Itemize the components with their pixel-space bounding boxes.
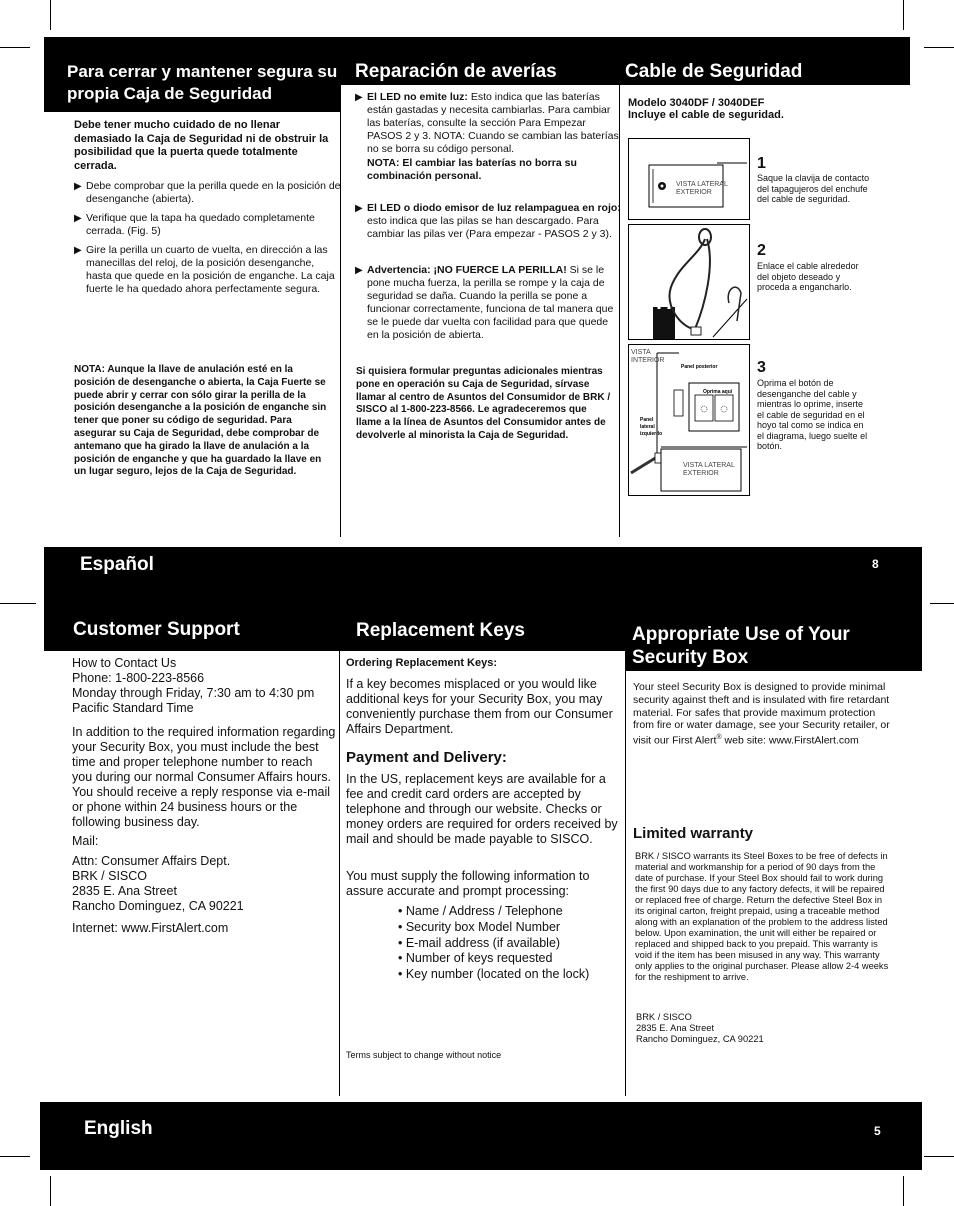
spanish-col1-heading: Para cerrar y mantener segura su propia Caja de Seguridad (67, 62, 338, 103)
address-block (72, 854, 334, 914)
supply-text: You must supply the following information to assure accurate and prompt processing: (346, 869, 590, 898)
spanish-bullet (74, 180, 342, 206)
list-item: • Name / Address / Telephone (398, 904, 563, 918)
crop-mark (924, 47, 954, 48)
order-text: If a key becomes misplaced or you would like additional keys for your Security Box, you may conveniently purchase them from our Consumer Affairs Department. (346, 677, 613, 736)
step-number: 2 (757, 242, 766, 259)
crop-mark (50, 0, 51, 30)
troubleshoot-lead: El LED no emite luz: (367, 91, 468, 103)
list-item: • Security box Model Number (398, 920, 561, 934)
use-text (633, 681, 891, 747)
spanish-bullet (74, 212, 342, 238)
troubleshoot-bullet (355, 202, 622, 241)
crop-mark (50, 1176, 51, 1206)
mail-label: Mail: (72, 834, 99, 848)
english-page-number: 5 (874, 1124, 881, 1138)
troubleshoot-bullet (355, 91, 622, 156)
step-text: Oprima el botón de desenganche del cable y mientras lo oprime, inserte el cable de seguridad en el hoyo tal como se indica en el diagrama, luego suelte el botón. (757, 378, 868, 451)
spanish-contact: Si quisiera formular preguntas adicionales mientras pone en operación su Caja de Seguridad, sírvase llamar al centro de Asuntos del Consumidor de BRK / SISCO al 1-800-223-8566. Le agradeceremos que llame a la línea de Asuntos del Consumidor antes de devolverle al minorista la Caja de Seguridad. (356, 366, 611, 441)
terms-note: Terms subject to change without notice (346, 1050, 502, 1060)
step-number: 3 (757, 359, 766, 376)
column-divider (339, 651, 340, 1096)
figure-label: Oprima aquí (703, 389, 733, 395)
support-info: In addition to the required information regarding your Security Box, you must include the best time and proper telephone number to reach you during our normal Consumer Affairs hours. You should receive a reply response via e-mail or phone within 24 business hours or the following business day. (72, 725, 336, 829)
english-col1-heading: Customer Support (73, 619, 240, 640)
payment-heading: Payment and Delivery: (346, 749, 507, 766)
arrow-right-icon: ▶ (355, 203, 363, 214)
warranty-heading: Limited warranty (633, 825, 754, 842)
crop-mark (903, 1176, 904, 1206)
troubleshoot-text: Si se le pone mucha fuerza, la perilla se rompe y la caja de seguridad se daña. Cuando la perilla se pone a funcionar correctamente, funciona de tal manera que se le puede dar vuelta con facilidad para que quede en la posición de abierta. (367, 264, 614, 341)
arrow-right-icon: ▶ (74, 181, 82, 192)
cable-loop-diagram (629, 225, 749, 339)
arrow-right-icon: ▶ (74, 213, 82, 224)
troubleshoot-lead: El LED o diodo emisor de luz relampaguea en rojo: (367, 202, 621, 214)
contact-block (72, 656, 334, 716)
figure-step-1 (628, 138, 750, 220)
step-number: 1 (757, 155, 766, 172)
english-footer-bar (40, 1102, 922, 1170)
crop-mark (0, 603, 36, 604)
address-line: BRK / SISCO (72, 869, 148, 883)
internet-link[interactable]: Internet: www.FirstAlert.com (72, 921, 229, 935)
required-info-list (398, 904, 618, 983)
troubleshoot-text: Esto indica que las baterías están gastadas y necesita cambiarlas. Para cambiar las baterías, consulte la sección Para Empezar PASOS 2 y 3. NOTA: Cuando se cambian las baterías no se borra su código personal. (367, 91, 619, 155)
figure-label: VISTA LATERAL EXTERIOR (683, 462, 735, 477)
list-item: • Number of keys requested (398, 951, 553, 965)
address-line: Rancho Dominguez, CA 90221 (636, 1034, 764, 1044)
crop-mark (903, 0, 904, 30)
step-text: Saque la clavija de contacto del tapagujeros del enchufe del cable de seguridad. (757, 173, 870, 204)
spanish-bullet-text: Verifique que la tapa ha quedado completamente cerrada. (Fig. 5) (86, 212, 315, 237)
address-line: Attn: Consumer Affairs Dept. (72, 854, 231, 868)
troubleshoot-lead: Advertencia: ¡NO FUERCE LA PERILLA! (367, 264, 567, 276)
contact-line: How to Contact Us (72, 656, 177, 670)
spanish-bullet-text: Debe comprobar que la perilla quede en la posición de desenganche (abierta). (86, 180, 341, 205)
arrow-right-icon: ▶ (74, 245, 82, 256)
troubleshoot-bullet (355, 264, 622, 342)
registered-mark: ® (716, 734, 722, 742)
troubleshoot-note: NOTA: El cambiar las baterías no borra su combinación personal. (367, 157, 577, 182)
figure-step-2 (628, 224, 750, 340)
figure-step-3 (628, 344, 750, 496)
spanish-note: NOTA: Aunque la llave de anulación esté en la posición de desenganche o abierta, la Caja Fuerte se puede abrir y cerrar con sólo girar la perilla de la posición desenganche a la posición de enganche sin tener que poner su código de seguridad. Para asegurar su Caja de Seguridad, debe comprobar de antemano que ha girado la llave de anulación a la posición de enganche y que ha guardado la llave en un lugar seguro, lejos de la Caja de Seguridad. (74, 364, 327, 478)
model-line: Modelo 3040DF / 3040DEF (628, 97, 765, 109)
use-text-body: Your steel Security Box is designed to provide minimal security against theft and is insulated with fire retardant material. For safes that provide maximum protection from fire or water damage, see your Security retailer, or visit our First Alert (633, 681, 890, 747)
spanish-footer-label: Español (80, 554, 154, 575)
spanish-col2-heading: Reparación de averías (355, 61, 557, 82)
figure-label: VISTA LATERAL EXTERIOR (676, 181, 728, 196)
model-line: Incluye el cable de seguridad. (628, 109, 784, 121)
warranty-address (636, 1012, 836, 1045)
crop-mark (924, 1156, 954, 1157)
list-item: • E-mail address (if available) (398, 936, 561, 950)
english-col3-heading: Appropriate Use of Your Security Box (632, 624, 850, 668)
contact-line: Phone: 1-800-223-8566 (72, 671, 205, 685)
arrow-right-icon: ▶ (355, 265, 363, 276)
contact-line: Monday through Friday, 7:30 am to 4:30 pm (72, 686, 315, 700)
use-text-web: web site: www.FirstAlert.com (721, 734, 859, 747)
figure-label: Panel posterior (681, 364, 718, 370)
arrow-right-icon: ▶ (355, 92, 363, 103)
english-footer-label: English (84, 1118, 153, 1139)
warranty-text: BRK / SISCO warrants its Steel Boxes to be free of defects in material and workmanship for a period of 90 days from the date of purchase. If your Steel Box should fail to work during the first 90 days due to any factory defects, it will be repaired or replaced free of charge. Return the defective Steel Box in its original carton, freight prepaid, using a traceable method along with an explanation of the problem to the address listed below. Upon examination, the unit will either be repaired or replaced and shipped back to you prepaid. This warranty is void if the item has been misused in any way. This warranty only applies to the original purchaser. Please allow 2-4 weeks for the reshipment to arrive. (635, 851, 889, 982)
spanish-footer-bar (44, 547, 922, 603)
address-line: 2835 E. Ana Street (72, 884, 177, 898)
crop-mark (0, 1156, 30, 1157)
contact-line: Pacific Standard Time (72, 701, 194, 715)
spanish-bullet-text: Gire la perilla un cuarto de vuelta, en dirección a las manecillas del reloj, de la posición desenganche, hasta que quede en la posición de enganche. La caja fuerte le ha quedado ahora perfectamente segura. (86, 244, 335, 295)
address-line: 2835 E. Ana Street (636, 1023, 715, 1033)
step-text: Enlace el cable alrededor del objeto deseado y proceda a engancharlo. (757, 261, 859, 292)
side-view-diagram (629, 139, 749, 219)
address-line: BRK / SISCO (636, 1012, 692, 1022)
english-col2-heading: Replacement Keys (356, 620, 525, 641)
order-heading: Ordering Replacement Keys: (346, 657, 497, 669)
address-line: Rancho Dominguez, CA 90221 (72, 899, 244, 913)
spanish-col3-heading: Cable de Seguridad (625, 61, 803, 82)
spanish-intro: Debe tener mucho cuidado de no llenar demasiado la Caja de Seguridad ni de obstruir la posibilidad que la puerta quede totalmente cerrada. (74, 119, 329, 172)
troubleshoot-text: esto indica que las pilas se han descargado. Para cambiar las pilas ver (Para empezar - PASOS 2 y 3). (367, 215, 612, 240)
spanish-bullet (74, 244, 342, 296)
column-divider (625, 671, 626, 1096)
payment-text: In the US, replacement keys are available for a fee and credit card orders are accepted by telephone and through our website. Checks or money orders are required for orders received by mail and should be made payable to SISCO. (346, 772, 618, 846)
column-divider (340, 85, 341, 537)
spanish-page-number: 8 (872, 557, 879, 571)
list-item: • Key number (located on the lock) (398, 967, 590, 981)
crop-mark (930, 603, 954, 604)
figure-label: Panel lateral izquierdo (640, 417, 663, 437)
crop-mark (0, 47, 30, 48)
figure-label: VISTA INTERIOR (631, 349, 665, 364)
